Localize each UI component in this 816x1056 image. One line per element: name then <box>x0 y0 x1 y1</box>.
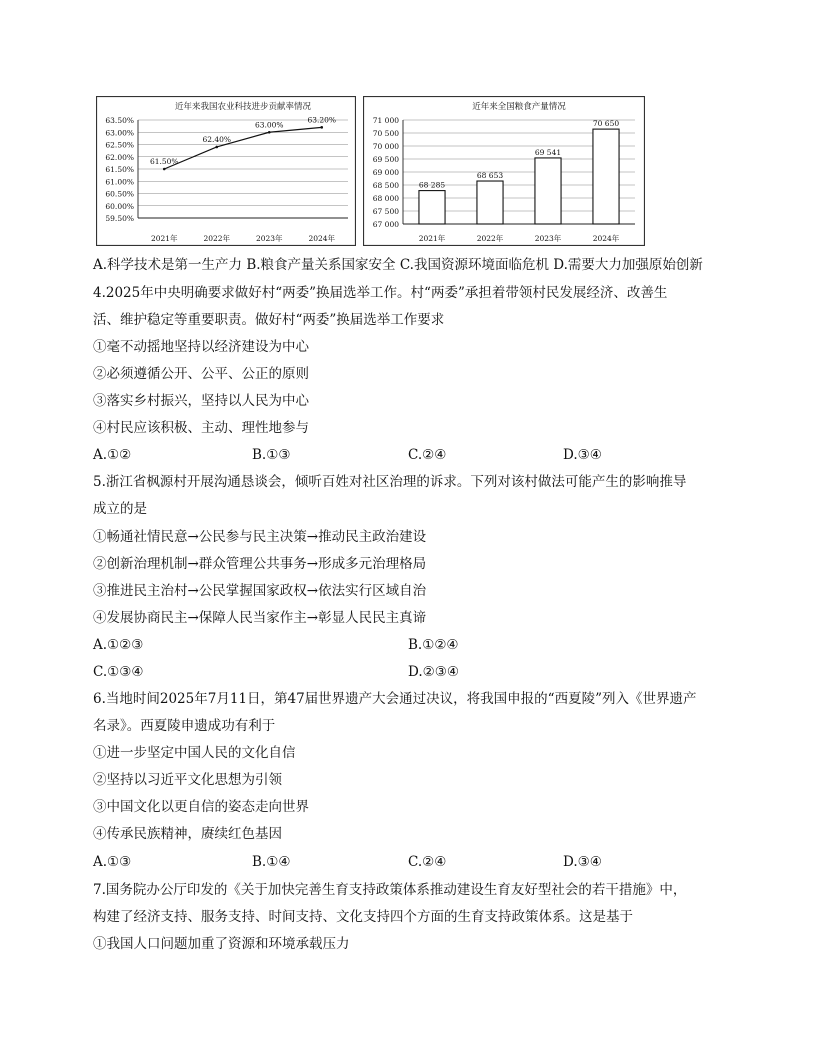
q4-choice-b: B.①③ <box>252 447 291 463</box>
q6-choice-b: B.①④ <box>252 854 291 870</box>
data-point <box>215 146 218 149</box>
q4-item-1: ①毫不动摇地坚持以经济建设为中心 <box>93 339 309 355</box>
q4-stem-line1: 4.2025年中央明确要求做好村“两委”换届选举工作。村“两委”承担着带领村民发展经济、改善生 <box>93 285 668 301</box>
q7-item-1: ①我国人口问题加重了资源和环境承载压力 <box>93 936 350 952</box>
q5-item-2: ②创新治理机制→群众管理公共事务→形成多元治理格局 <box>93 556 427 572</box>
q4-choice-c: C.②④ <box>408 447 447 463</box>
q5-choice-c: C.①③④ <box>93 664 144 680</box>
data-label: 70 650 <box>592 119 620 129</box>
q6-item-2: ②坚持以习近平文化思想为引领 <box>93 772 282 788</box>
q6-choice-d: D.③④ <box>563 854 602 870</box>
y-tick-label: 68 500 <box>372 181 399 190</box>
data-point <box>320 126 323 129</box>
q4-item-4: ④村民应该积极、主动、理性地参与 <box>93 420 309 436</box>
bar <box>535 158 561 224</box>
y-tick-label: 63.00% <box>105 128 134 138</box>
y-tick-label: 60.00% <box>105 201 134 211</box>
q4-item-2: ②必须遵循公开、公平、公正的原则 <box>93 366 309 382</box>
y-tick-label: 69 500 <box>372 155 399 164</box>
grain-output-bar-chart-svg <box>363 96 645 246</box>
q5-choice-b: B.①②④ <box>408 637 459 653</box>
y-tick-label: 69 000 <box>372 168 399 177</box>
y-tick-label: 60.50% <box>105 189 134 199</box>
agri-tech-line-chart-svg <box>96 96 356 246</box>
y-tick-label: 67 500 <box>372 207 399 216</box>
x-tick-label: 2022年 <box>203 234 231 243</box>
data-label: 68 653 <box>476 171 504 181</box>
y-tick-label: 70 500 <box>372 129 399 138</box>
bar <box>419 191 445 224</box>
y-tick-label: 67 000 <box>372 220 399 229</box>
x-tick-label: 2024年 <box>308 234 336 243</box>
q5-item-3: ③推进民主治村→公民掌握国家政权→依法实行区域自治 <box>93 583 427 599</box>
x-tick-label: 2023年 <box>255 234 283 243</box>
q5-stem-line2: 成立的是 <box>93 501 147 517</box>
q7-stem-line1: 7.国务院办公厅印发的《关于加快完善生育支持政策体系推动建设生育友好型社会的若干措施》中， <box>93 882 687 898</box>
q4-stem-line2: 活、维护稳定等重要职责。做好村“两委”换届选举工作要求 <box>93 312 445 328</box>
q5-item-1: ①畅通社情民意→公民参与民主决策→推动民主政治建设 <box>93 529 427 545</box>
data-label: 62.40% <box>202 134 232 144</box>
y-tick-label: 59.50% <box>105 214 134 223</box>
y-tick-label: 62.50% <box>105 140 134 150</box>
q5-choice-d: D.②③④ <box>408 664 459 680</box>
q5-stem-line1: 5.浙江省枫源村开展沟通恳谈会，倾听百姓对社区治理的诉求。下列对该村做法可能产生的影响推导 <box>93 474 687 490</box>
grain-output-chart <box>363 96 645 246</box>
q7-stem-line2: 构建了经济支持、服务支持、时间支持、文化支持四个方面的生育支持政策体系。这是基于 <box>93 909 633 925</box>
chart-title: 近年来全国粮食产量情况 <box>472 102 566 112</box>
x-tick-label: 2021年 <box>150 234 178 243</box>
q6-choice-a: A.①③ <box>93 854 132 870</box>
y-tick-label: 68 000 <box>372 194 399 203</box>
data-point <box>268 131 271 134</box>
data-label: 63.20% <box>307 115 337 125</box>
q5-item-4: ④发展协商民主→保障人民当家作主→彰显人民民主真谛 <box>93 610 427 626</box>
q6-item-3: ③中国文化以更自信的姿态走向世界 <box>93 799 309 815</box>
q5-choice-a: A.①②③ <box>93 637 144 653</box>
agri-tech-contribution-chart <box>96 96 356 246</box>
x-tick-label: 2023年 <box>534 234 562 243</box>
y-tick-label: 71 000 <box>372 116 399 125</box>
x-tick-label: 2021年 <box>418 234 446 243</box>
x-tick-label: 2024年 <box>592 234 620 243</box>
chart-title: 近年来我国农业科技进步贡献率情况 <box>174 102 312 112</box>
data-label: 69 541 <box>534 147 562 157</box>
x-tick-label: 2022年 <box>476 234 504 243</box>
y-tick-label: 70 000 <box>372 142 399 151</box>
q4-item-3: ③落实乡村振兴，坚持以人民为中心 <box>93 393 309 409</box>
q3-options: A.科学技术是第一生产力 B.粮食产量关系国家安全 C.我国资源环境面临危机 D.需要大力加强原始创新 <box>93 257 703 273</box>
y-tick-label: 61.00% <box>105 177 134 187</box>
y-tick-label: 63.50% <box>105 116 134 125</box>
y-tick-label: 61.50% <box>105 165 134 174</box>
data-label: 61.50% <box>149 157 179 166</box>
q6-stem-line1: 6.当地时间2025年7月11日，第47届世界遗产大会通过决议，将我国申报的“西夏陵”列入《世界遗产 <box>93 691 697 707</box>
y-tick-label: 62.00% <box>105 152 134 162</box>
q6-stem-line2: 名录》。西夏陵申遗成功有利于 <box>93 718 276 734</box>
data-label: 63.00% <box>254 120 284 130</box>
q4-choice-d: D.③④ <box>563 447 602 463</box>
q6-choice-c: C.②④ <box>408 854 447 870</box>
q6-item-4: ④传承民族精神，赓续红色基因 <box>93 826 282 842</box>
q6-item-1: ①进一步坚定中国人民的文化自信 <box>93 745 296 761</box>
data-point <box>163 168 166 171</box>
data-label: 68 285 <box>418 180 446 190</box>
bar <box>593 129 619 224</box>
q4-choice-a: A.①② <box>93 447 132 463</box>
bar <box>477 181 503 224</box>
